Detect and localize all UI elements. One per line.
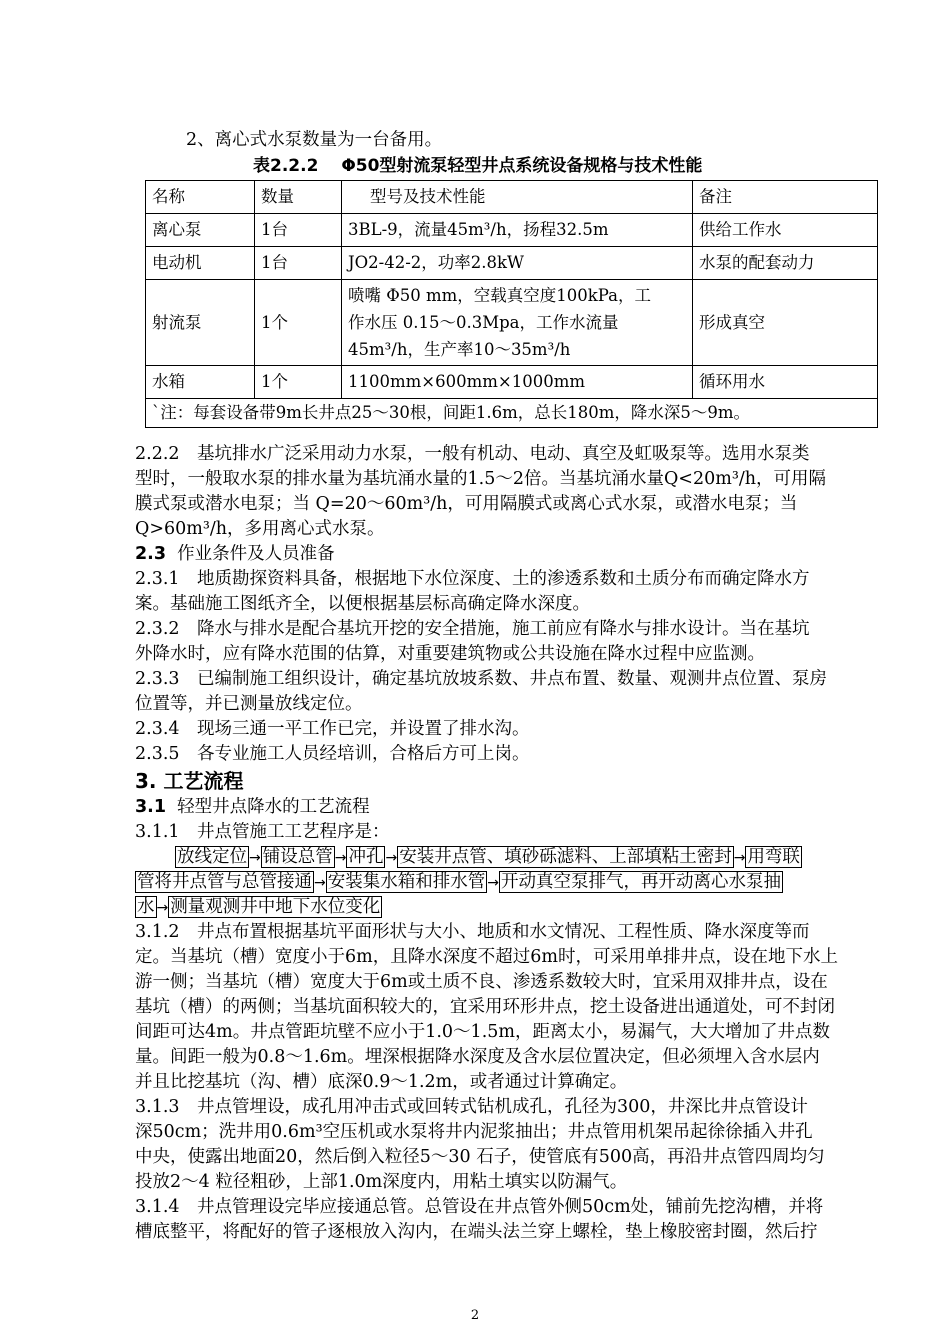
table-footnote-row [146,399,878,428]
table-cell: 水泵的配套动力 [693,247,878,280]
para-3-1-2-line: 3.1.2 井点布置根据基坑平面形状与大小、地质和水文情况、工程性质、降水深度等而 [135,922,810,942]
flow-line-1 [175,845,802,871]
flow-step: 铺设总管 [262,847,333,867]
table-cell: 1100mm×600mm×1000mm [342,366,693,399]
table-row [146,280,878,366]
para-2-3-3-line: 位置等，并已测量放线定位。 [135,694,363,714]
table-cell: 供给工作水 [693,214,878,247]
flow-arrow: → [314,875,326,891]
para-3-1-4-line: 3.1.4 井点管理设完毕应接通总管。总管设在井点管外侧50cm处，铺前先挖沟槽，并将 [135,1197,824,1217]
table-cell: 射流泵 [146,280,255,366]
section-title: 轻型井点降水的工艺流程 [177,797,370,817]
flow-step: 安装井点管、填砂砾滤料、上部填粘土密封 [399,847,732,867]
para-3-1-3-line: 投放2～4 粒径粗砂，上部1.0m深度内，用粘土填实以防漏气。 [135,1172,628,1192]
table-cell: 1个 [255,280,342,366]
para-2-3-3-line: 2.3.3 已编制施工组织设计，确定基坑放坡系数、井点布置、数量、观测井点位置、泵房 [135,669,828,689]
equipment-spec-table [145,180,878,428]
flow-step: 开动真空泵排气，再开动离心水泵抽 [500,872,781,892]
para-3-1-3-line: 3.1.3 井点管埋设，成孔用冲击式或回转式钻机成孔，孔径为300，井深比井点管设计 [135,1097,808,1117]
para-2-3-2-line: 外降水时，应有降水范围的估算，对重要建筑物或公共设施在降水过程中应监测。 [135,644,765,664]
flow-arrow: → [487,875,499,891]
para-2-2-2-line: 2.2.2 基坑排水广泛采用动力水泵，一般有机动、电动、真空及虹吸泵等。选用水泵类 [135,444,810,464]
section-heading-3: 3. 工艺流程 [135,769,244,793]
para-3-1-2-line: 游一侧；当基坑（槽）宽度大于6m或土质不良、渗透系数较大时，宜采用双排井点，设在 [135,972,828,992]
table-cell: 电动机 [146,247,255,280]
table-header-cell: 备注 [693,181,878,214]
page-number: 2 [470,1308,480,1323]
table-cell-multiline [342,280,693,366]
flow-step: 安装集水箱和排水管 [327,872,486,892]
flow-step: 放线定位 [177,847,247,867]
section-heading-2-3 [135,542,335,567]
para-3-1-3-line: 中央，使露出地面20，然后倒入粒径5～30 石子，使管底有500高，再沿井点管四周均匀 [135,1147,825,1167]
flow-step: 用弯联 [747,847,800,867]
para-3-1-2-line: 基坑（槽）的两侧；当基坑面积较大的，宜采用环形井点，挖土设备进出通道处，可不封闭 [135,997,835,1017]
section-heading-3-1 [135,795,370,820]
para-2-3-1-line: 案。基础施工图纸齐全，以便根据基层标高确定降水深度。 [135,594,590,614]
table-row [146,214,878,247]
table-header-cell: 型号及技术性能 [342,181,693,214]
para-3-1-4-line: 槽底整平，将配好的管子逐根放入沟内，在端头法兰穿上螺栓，垫上橡胶密封圈，然后拧 [135,1222,818,1242]
table-cell: 循环用水 [693,366,878,399]
spec-line: 喷嘴 Φ50 mm，空载真空度100kPa，工 [348,286,651,305]
flow-step: 测量观测井中地下水位变化 [170,897,381,917]
table-cell: 1台 [255,247,342,280]
table-cell: 1台 [255,214,342,247]
table-cell: JO2-42-2，功率2.8kW [342,247,693,280]
spec-line: 作水压 0.15～0.3Mpa，工作水流量 [348,313,619,332]
table-cell: 形成真空 [693,280,878,366]
para-2-2-2-line: Q>60m³/h，多用离心式水泵。 [135,519,385,539]
table-header-cell: 名称 [146,181,255,214]
flow-line-2 [135,870,783,896]
para-3-1-2-line: 间距可达4m。井点管距坑壁不应小于1.0～1.5m，距离太小，易漏气，大大增加了井点数 [135,1022,830,1042]
para-2-2-2-line: 型时，一般取水泵的排水量为基坑涌水量的1.5～2倍。当基坑涌水量Q<20m³/h，可用隔 [135,469,827,489]
flow-arrow: → [334,850,347,866]
flow-step: 水 [137,897,155,917]
spec-line: 45m³/h，生产率10～35m³/h [348,340,571,359]
intro-line: 2、离心式水泵数量为一台备用。 [186,130,443,150]
table-caption: 表2.2.2 Φ50型射流泵轻型井点系统设备规格与技术性能 [253,156,703,176]
para-3-1-1: 3.1.1 井点管施工工艺程序是： [135,822,390,842]
table-cell: 水箱 [146,366,255,399]
para-2-2-2-line: 膜式泵或潜水电泵；当 Q=20～60m³/h，可用隔膜式或离心式水泵，或潜水电泵；当 [135,494,798,514]
para-3-1-2-line: 并且比挖基坑（沟、槽）底深0.9～1.2m，或者通过计算确定。 [135,1072,628,1092]
para-2-3-1-line: 2.3.1 地质勘探资料具备，根据地下水位深度、土的渗透系数和土质分布而确定降水方 [135,569,810,589]
table-header-row [146,181,878,214]
para-2-3-2-line: 2.3.2 降水与排水是配合基坑开挖的安全措施，施工前应有降水与排水设计。当在基坑 [135,619,810,639]
table-row [146,247,878,280]
flow-arrow: → [249,850,261,866]
flow-arrow: → [385,850,398,866]
table-cell: 1个 [255,366,342,399]
flow-arrow: → [156,900,169,916]
table-row [146,366,878,399]
table-footnote: `注：每套设备带9m长井点25～30根，间距1.6m，总长180m，降水深5～9m。 [146,399,878,428]
section-title: 作业条件及人员准备 [177,544,335,564]
para-3-1-2-line: 量。间距一般为0.8～1.6m。埋深根据降水深度及含水层位置决定，但必须埋入含水层内 [135,1047,820,1067]
table-cell: 离心泵 [146,214,255,247]
table-header-cell: 数量 [255,181,342,214]
flow-step: 管将井点管与总管接通 [137,872,312,892]
table-cell: 3BL-9，流量45m³/h，扬程32.5m [342,214,693,247]
flow-line-3 [135,895,382,921]
section-number: 2.3 [135,544,167,564]
flow-arrow: → [733,850,746,866]
para-3-1-3-line: 深50cm；洗井用0.6m³空压机或水泵将井内泥浆抽出；井点管用机架吊起徐徐插入井孔 [135,1122,813,1142]
para-2-3-4: 2.3.4 现场三通一平工作已完，并设置了排水沟。 [135,719,530,739]
para-2-3-5: 2.3.5 各专业施工人员经培训，合格后方可上岗。 [135,744,530,764]
flow-step: 冲孔 [348,847,384,867]
para-3-1-2-line: 定。当基坑（槽）宽度小于6m，且降水深度不超过6m时，可采用单排井点，设在地下水上 [135,947,838,967]
section-number: 3.1 [135,797,167,817]
